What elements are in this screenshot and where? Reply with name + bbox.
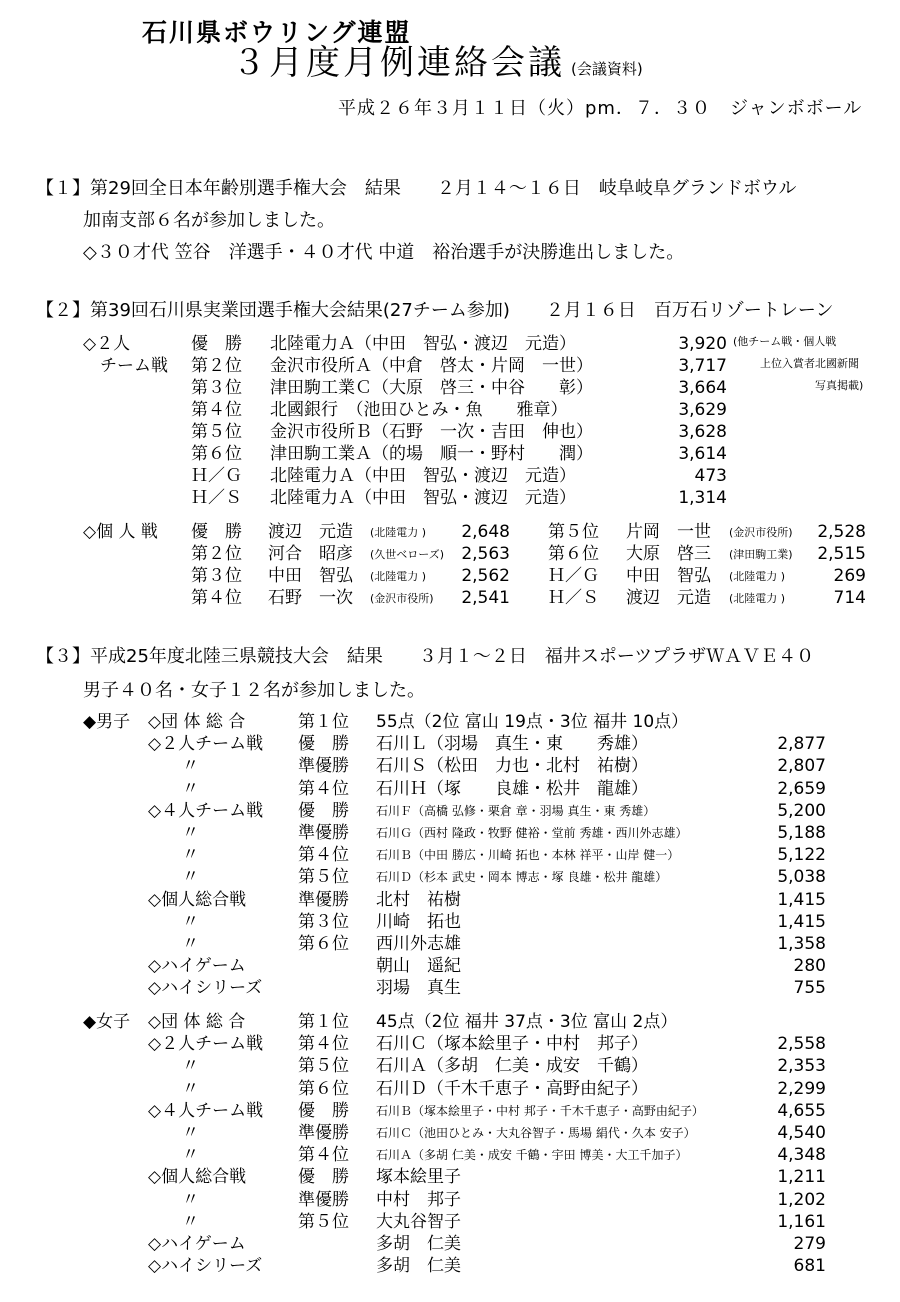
team-score: 473 [694, 466, 727, 486]
team-rank: 第３位 [191, 378, 242, 398]
indiv-score: 2,541 [461, 588, 510, 608]
team-rank: 第４位 [191, 400, 242, 420]
indiv-rank: Ｈ／Ｇ [548, 566, 599, 586]
entry-score: 1,211 [777, 1167, 826, 1188]
division-label: ◆男子 [83, 712, 131, 732]
event-label: ◇２人チーム戦 [148, 1034, 264, 1055]
team-rank: 第２位 [191, 356, 242, 376]
entry-detail: 石川Ｇ（西村 隆政・牧野 健裕・堂前 秀雄・西川外志雄） [376, 826, 688, 840]
rank-label: 第１位 [298, 1012, 349, 1032]
team-name: 北陸電力Ａ（中田 智弘・渡辺 元造） [270, 466, 576, 486]
team-rank: Ｈ／Ｇ [191, 466, 242, 486]
indiv-score: 2,515 [817, 544, 866, 564]
entry-score: 5,038 [777, 867, 826, 888]
section-2-heading: 【２】第39回石川県実業団選手権大会結果(27チーム参加) ２月１６日 百万石リゾートレーン [36, 300, 834, 321]
indiv-score: 2,563 [461, 544, 510, 564]
rank-label: 第４位 [298, 1034, 349, 1055]
rank-label: 優 勝 [298, 734, 349, 755]
team-name: 金沢市役所Ｂ（石野 一次・吉田 伸也） [270, 422, 593, 442]
entry-score: 1,202 [777, 1189, 826, 1210]
entry-score: 2,807 [777, 756, 826, 777]
event-label: 〃 [148, 823, 199, 843]
rank-label: 第５位 [298, 867, 349, 888]
entry-detail: 大丸谷智子 [376, 1211, 461, 1232]
rank-label: 優 勝 [298, 800, 349, 821]
entry-score: 5,188 [777, 823, 826, 843]
indiv-name: 片岡 一世 [626, 522, 711, 542]
team-rank: 第６位 [191, 444, 242, 464]
rank-label: 優 勝 [298, 1100, 349, 1121]
team-score: 3,614 [678, 444, 727, 464]
entry-detail: 石川Ｂ（塚本絵里子・中村 邦子・千木千恵子・高野由紀子） [376, 1103, 704, 1118]
entry-detail: 石川Ｌ（羽場 真生・東 秀雄） [376, 734, 648, 755]
rank-label: 第６位 [298, 1078, 349, 1099]
entry-detail: 石川Ｓ（松田 力也・北村 祐樹） [376, 756, 648, 777]
indiv-rank: 優 勝 [191, 522, 242, 542]
event-label: 〃 [148, 756, 199, 777]
team-score: 3,717 [678, 356, 727, 376]
team-score: 3,629 [678, 400, 727, 420]
organization-name: 石川県ボウリング連盟 [142, 18, 412, 47]
team-score: 1,314 [678, 488, 727, 508]
entry-detail: 石川Ｄ（千木千恵子・高野由紀子） [376, 1078, 648, 1099]
title-subtitle: (会議資料) [571, 60, 643, 78]
rank-label: 優 勝 [298, 1167, 349, 1188]
entry-score: 2,299 [777, 1078, 826, 1099]
indiv-club: (北陸電力 ) [729, 570, 786, 583]
entry-score: 4,540 [777, 1123, 826, 1143]
rank-label: 準優勝 [298, 1123, 349, 1143]
indiv-rank: Ｈ／Ｓ [548, 588, 599, 608]
team-event-label-1: ◇２人 [83, 334, 131, 354]
entry-score: 1,415 [777, 911, 826, 932]
event-label: ◇４人チーム戦 [148, 1100, 264, 1121]
indiv-score: 2,528 [817, 522, 866, 542]
event-label: 〃 [148, 845, 199, 866]
rank-label: 準優勝 [298, 1189, 349, 1210]
indiv-club: (津田駒工業) [729, 548, 793, 561]
entry-detail: 北村 祐樹 [376, 889, 461, 910]
team-score: 3,664 [678, 378, 727, 398]
indiv-name: 中田 智弘 [268, 566, 353, 586]
note-line-3: 写真掲載) [815, 379, 864, 392]
rank-label: 第４位 [298, 1145, 349, 1166]
event-label: ◇ハイシリーズ [148, 978, 263, 999]
event-label: ◇団 体 総 合 [148, 1012, 246, 1032]
indiv-club: (久世ベローズ) [370, 548, 445, 561]
entry-detail: 西川外志雄 [376, 934, 461, 954]
entry-detail: 朝山 遥紀 [376, 956, 461, 977]
team-rank: 優 勝 [191, 334, 242, 354]
entry-detail: 石川Ｃ（塚本絵里子・中村 邦子） [376, 1034, 648, 1055]
event-label: 〃 [148, 934, 199, 954]
entry-score: 2,659 [777, 778, 826, 799]
event-label: ◇個人総合戦 [148, 889, 247, 910]
event-label: 〃 [148, 1123, 199, 1143]
division-label: ◆女子 [83, 1012, 131, 1032]
individual-event-label: ◇個 人 戦 [83, 522, 158, 542]
entry-detail: 多胡 仁美 [376, 1234, 461, 1254]
indiv-club: (北陸電力 ) [370, 526, 427, 539]
entry-score: 5,200 [777, 800, 826, 821]
team-event-label-2: チーム戦 [100, 356, 168, 376]
entry-detail: 石川Ａ（多胡 仁美・成安 千鶴・宇田 博美・大工千加子） [376, 1148, 688, 1163]
event-label: ◇２人チーム戦 [148, 734, 264, 755]
team-name: 北陸電力Ａ（中田 智弘・渡辺 元造） [270, 488, 576, 508]
indiv-score: 714 [833, 588, 866, 608]
entry-score: 1,358 [777, 934, 826, 954]
rank-label: 第３位 [298, 911, 349, 932]
entry-detail: 石川Ｂ（中田 勝広・川崎 拓也・本林 祥平・山岸 健一） [376, 848, 680, 863]
indiv-name: 渡辺 元造 [626, 588, 711, 608]
indiv-rank: 第４位 [191, 588, 242, 608]
indiv-rank: 第６位 [548, 544, 599, 564]
team-name: 金沢市役所Ａ（中倉 啓太・片岡 一世） [270, 356, 593, 376]
note-line-1: (他チーム戦・個人戦 [733, 335, 837, 348]
entry-score: 681 [793, 1256, 826, 1277]
indiv-club: (北陸電力 ) [729, 592, 786, 605]
entry-score: 279 [793, 1234, 826, 1254]
meeting-date: 平成２６年３月１１日（火）pm．７．３０ ジャンボボール [338, 98, 863, 119]
rank-label: 準優勝 [298, 756, 349, 777]
event-label: ◇団 体 総 合 [148, 712, 246, 732]
event-label: ◇４人チーム戦 [148, 800, 264, 821]
indiv-name: 石野 一次 [268, 588, 353, 608]
team-score: 3,920 [678, 334, 727, 354]
team-rank: 第５位 [191, 422, 242, 442]
indiv-score: 2,562 [461, 566, 510, 586]
entry-score: 1,415 [777, 889, 826, 910]
team-name: 北國銀行 （池田ひとみ・魚 雅章） [270, 400, 568, 420]
entry-detail: 石川Ｆ（高橋 弘修・栗倉 章・羽場 真生・東 秀雄） [376, 803, 656, 818]
rank-label: 第１位 [298, 712, 349, 732]
entry-detail: 55点（2位 富山 19点・3位 福井 10点） [376, 712, 689, 732]
entry-detail: 石川Ａ（多胡 仁美・成安 千鶴） [376, 1056, 648, 1077]
rank-label: 第６位 [298, 934, 349, 954]
entry-score: 2,353 [777, 1056, 826, 1077]
entry-detail: 多胡 仁美 [376, 1256, 461, 1277]
indiv-name: 渡辺 元造 [268, 522, 353, 542]
indiv-club: (金沢市役所) [370, 592, 434, 605]
entry-score: 280 [793, 956, 826, 977]
section-3-heading: 【３】平成25年度北陸三県競技大会 結果 ３月１～２日 福井スポーツプラザＷＡＶＥ４０ [36, 646, 815, 667]
event-label: ◇個人総合戦 [148, 1167, 247, 1188]
rank-label: 第４位 [298, 845, 349, 866]
event-label: 〃 [148, 911, 199, 932]
section-1-heading: 【１】第29回全日本年齢別選手権大会 結果 ２月１４～１６日 岐阜岐阜グランドボウル [36, 178, 797, 199]
entry-score: 2,877 [777, 734, 826, 755]
indiv-name: 中田 智弘 [626, 566, 711, 586]
event-label: ◇ハイゲーム [148, 956, 246, 977]
indiv-club: (北陸電力 ) [370, 570, 427, 583]
rank-label: 準優勝 [298, 823, 349, 843]
entry-score: 4,655 [777, 1100, 826, 1121]
title-text: ３月度月例連絡会議 [232, 43, 565, 83]
indiv-score: 2,648 [461, 522, 510, 542]
entry-score: 4,348 [777, 1145, 826, 1166]
note-line-2: 上位入賞者北國新聞 [760, 357, 859, 370]
entry-score: 755 [793, 978, 826, 999]
team-name: 北陸電力Ａ（中田 智弘・渡辺 元造） [270, 334, 576, 354]
entry-detail: 石川Ｄ（杉本 武史・岡本 博志・塚 良雄・松井 龍雄） [376, 870, 668, 885]
entry-detail: 石川Ｃ（池田ひとみ・大丸谷智子・馬場 絹代・久本 安子） [376, 1126, 696, 1140]
entry-detail: 中村 邦子 [376, 1189, 461, 1210]
document-title [232, 43, 643, 83]
indiv-name: 大原 啓三 [626, 544, 711, 564]
team-rank: Ｈ／Ｓ [191, 488, 242, 508]
event-label: ◇ハイゲーム [148, 1234, 246, 1254]
indiv-rank: 第３位 [191, 566, 242, 586]
entry-score: 2,558 [777, 1034, 826, 1055]
section-3-line1: 男子４０名・女子１２名が参加しました。 [83, 680, 425, 701]
event-label: 〃 [148, 1189, 199, 1210]
entry-detail: 45点（2位 福井 37点・3位 富山 2点） [376, 1012, 678, 1032]
section-1-line1: 加南支部６名が参加しました。 [83, 210, 335, 231]
team-score: 3,628 [678, 422, 727, 442]
entry-detail: 石川Ｈ（塚 良雄・松井 龍雄） [376, 778, 648, 799]
indiv-name: 河合 昭彦 [268, 544, 353, 564]
event-label: 〃 [148, 1211, 199, 1232]
event-label: 〃 [148, 778, 199, 799]
team-name: 津田駒工業Ｃ（大原 啓三・中谷 彰） [270, 378, 593, 398]
entry-detail: 塚本絵里子 [376, 1167, 461, 1188]
event-label: 〃 [148, 1056, 199, 1077]
rank-label: 第５位 [298, 1211, 349, 1232]
indiv-score: 269 [833, 566, 866, 586]
entry-score: 5,122 [777, 845, 826, 866]
rank-label: 第５位 [298, 1056, 349, 1077]
event-label: ◇ハイシリーズ [148, 1256, 263, 1277]
team-name: 津田駒工業Ａ（的場 順一・野村 潤） [270, 444, 593, 464]
event-label: 〃 [148, 1145, 199, 1166]
entry-score: 1,161 [777, 1211, 826, 1232]
entry-detail: 羽場 真生 [376, 978, 461, 999]
rank-label: 第４位 [298, 778, 349, 799]
event-label: 〃 [148, 867, 199, 888]
indiv-rank: 第２位 [191, 544, 242, 564]
rank-label: 準優勝 [298, 889, 349, 910]
event-label: 〃 [148, 1078, 199, 1099]
entry-detail: 川崎 拓也 [376, 911, 461, 932]
section-1-line2: ◇３０才代 笠谷 洋選手・４０才代 中道 裕治選手が決勝進出しました。 [83, 242, 685, 263]
indiv-club: (金沢市役所) [729, 526, 793, 539]
indiv-rank: 第５位 [548, 522, 599, 542]
